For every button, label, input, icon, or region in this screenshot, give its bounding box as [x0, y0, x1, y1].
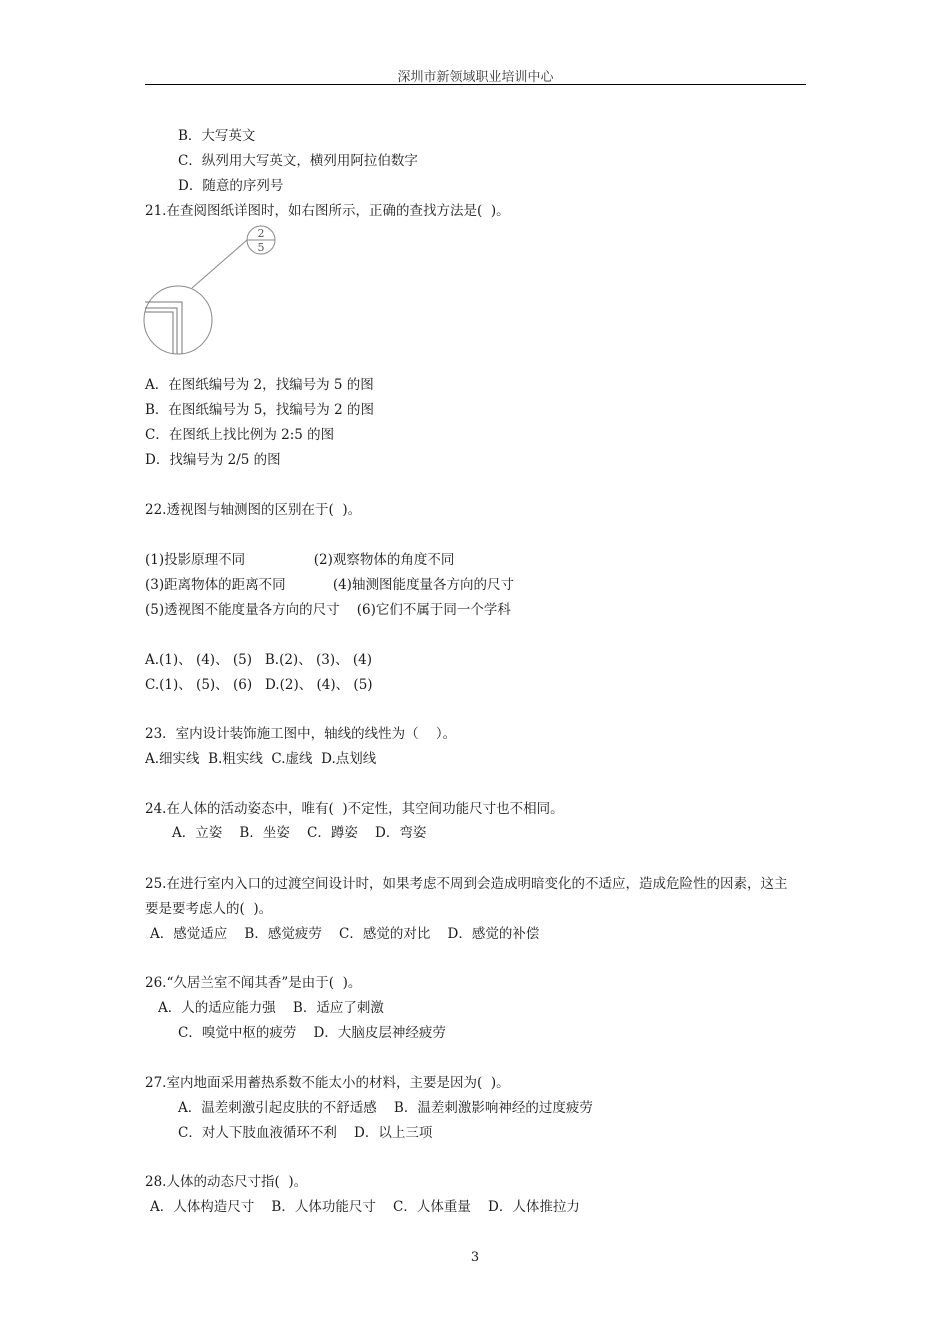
option-d: D．随意的序列号	[178, 178, 284, 194]
option-c: C．纵列用大写英文，横列用阿拉伯数字	[178, 153, 418, 169]
q25-options: A．感觉适应 B．感觉疲劳 C．感觉的对比 D．感觉的补偿	[150, 926, 540, 942]
question-28: 28.人体的动态尺寸指( )。	[145, 1174, 308, 1190]
q23-options: A.细实线 B.粗实线 C.虚线 D.点划线	[145, 751, 377, 767]
q21-option-d: D．找编号为 2/5 的图	[145, 452, 281, 468]
q21-option-b: B．在图纸编号为 5，找编号为 2 的图	[145, 402, 374, 418]
page-header: 深圳市新领域职业培训中心	[397, 70, 554, 85]
q21-option-c: C．在图纸上找比例为 2:5 的图	[145, 427, 335, 443]
q27-options-row-1: A．温差刺激引起皮肤的不舒适感 B．温差刺激影响神经的过度疲劳	[178, 1100, 593, 1116]
detail-index-symbol	[140, 222, 285, 362]
question-25-line-2: 要是要考虑人的( )。	[145, 901, 273, 917]
q27-options-row-2: C．对人下肢血液循环不利 D．以上三项	[178, 1125, 433, 1141]
question-27: 27.室内地面采用蓄热系数不能太小的材料，主要是因为( )。	[145, 1075, 510, 1091]
option-b: B．大写英文	[178, 128, 256, 144]
q21-option-a: A．在图纸编号为 2，找编号为 5 的图	[145, 377, 374, 393]
q22-items-row-3: (5)透视图不能度量各方向的尺寸 (6)它们不属于同一个学科	[145, 602, 511, 618]
q22-options-row-2: C.(1)、 (5)、 (6) D.(2)、 (4)、 (5)	[145, 677, 373, 693]
question-22: 22.透视图与轴测图的区别在于( )。	[145, 502, 362, 518]
q26-options-row-2: C．嗅觉中枢的疲劳 D．大脑皮层神经疲劳	[178, 1025, 446, 1041]
page-number: 3	[470, 1250, 480, 1265]
q22-options-row-1: A.(1)、 (4)、 (5) B.(2)、 (3)、 (4)	[145, 652, 373, 668]
question-26: 26.“久居兰室不闻其香”是由于( )。	[145, 975, 362, 991]
q22-items-row-2: (3)距离物体的距离不同 (4)轴测图能度量各方向的尺寸	[145, 577, 514, 593]
detail-top-number: 2	[257, 227, 265, 240]
question-23: 23．室内设计装饰施工图中，轴线的线性为（ ）。	[145, 726, 457, 742]
q28-options: A．人体构造尺寸 B．人体功能尺寸 C．人体重量 D．人体推拉力	[150, 1199, 580, 1215]
question-24: 24.在人体的活动姿态中，唯有( )不定性，其空间功能尺寸也不相同。	[145, 801, 564, 817]
q26-options-row-1: A．人的适应能力强 B．适应了刺激	[158, 1000, 384, 1016]
header-rule	[145, 84, 806, 85]
question-25-line-1: 25.在进行室内入口的过渡空间设计时，如果考虑不周到会造成明暗变化的不适应，造成危险性的因素，这主	[145, 876, 788, 892]
q24-options: A．立姿 B．坐姿 C．蹲姿 D．弯姿	[172, 825, 427, 841]
q22-items-row-1: (1)投影原理不同 (2)观察物体的角度不同	[145, 552, 455, 568]
question-21: 21.在查阅图纸详图时，如右图所示，正确的查找方法是( )。	[145, 203, 510, 219]
detail-bottom-number: 5	[257, 241, 265, 254]
